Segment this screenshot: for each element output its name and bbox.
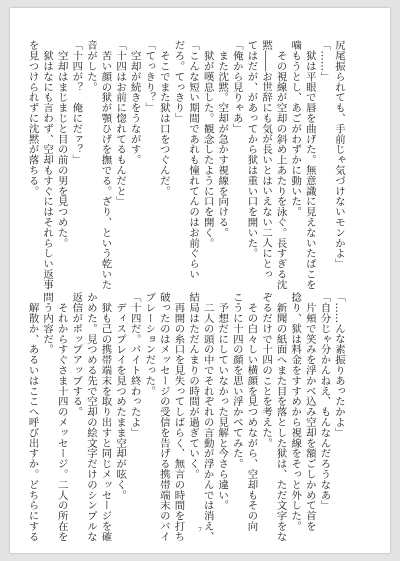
text-line: 「……んな素振りあったかよ」 xyxy=(333,292,345,438)
text-line: それからすぐさま十四のメッセージ。二人の所在を xyxy=(55,292,68,542)
lower-text-block xyxy=(26,292,346,542)
text-line: 噛もうとし、あごがわずかに動いた。 xyxy=(289,40,302,217)
text-line: 破ったのはメッセージの受信を告げる携帯端末のバイ xyxy=(157,292,170,542)
text-line: その視線が空却の斜め上あたりを泳ぐ。長すぎる沈 xyxy=(274,40,287,290)
text-line: 狱も己の携帯端末を取り出すと同じメッセージを確 xyxy=(99,292,112,542)
text-line: 空却はまじまじと目の前の男を見つめた。 xyxy=(55,40,68,248)
text-line: ぞるだけで十四のことを考えた。 xyxy=(260,292,273,448)
text-line: 「十四だ。バイト終わったよ」 xyxy=(128,292,141,438)
text-line: 尻尾振られても、手前じゃ気づけないモンかよ」 xyxy=(333,40,345,269)
text-line: かめた。見つめる先で空却の絵文字だけのシンプルな xyxy=(84,292,97,542)
text-line: 結局はただんまりの時間が過ぎていく。 xyxy=(187,292,200,480)
text-line: 二人の頭の中でそれぞれの言動が浮かんでは消え、 xyxy=(201,292,214,542)
text-line: 再開の糸口を見失ってしばらく、無言の時間を打ち xyxy=(172,292,185,542)
text-line: ブレーションだった。 xyxy=(143,292,156,396)
text-line: 予想だにしていなかった見解と今さら違い。 xyxy=(216,292,229,511)
text-line: 片頬で笑みを浮かべ込み空却を額ごしかめて首を xyxy=(303,292,316,532)
text-line: 狱は平眼で唇を曲げた。無意識に見えないたばこを xyxy=(303,40,316,290)
text-line: 問う内容だ。 xyxy=(41,292,54,355)
text-line: 「十四が？ 俺にだァ？」 xyxy=(70,40,83,165)
book-page xyxy=(10,8,390,553)
text-line: 新聞の紙面へまた目を落とした狱は、ただ文字をな xyxy=(274,292,287,542)
text-line: 「こんな短い期間であれも憧れてんのはお前ぐらい xyxy=(187,40,200,280)
text-line: また沈黙。空却が急かす視線を向ける。 xyxy=(216,40,229,238)
text-line: てはだが、があってから狱は重い口を開いた。 xyxy=(245,40,258,259)
text-line: 「……」 xyxy=(318,40,331,82)
text-line: 黙――お世辞にも気が長いとはいえない二人にとっ xyxy=(260,40,273,280)
page-number: 7 xyxy=(198,527,202,534)
text-line: 捻り、狱は料金をすすめから視線をそっと外した。 xyxy=(289,292,302,532)
text-line: だろ。てっきり」 xyxy=(172,40,185,124)
text-line: 苦い顔の狱が顎ひげを撫でる。ざり、という乾いた xyxy=(99,40,112,290)
text-line: 「自分じゃ分かんねえ、もんなんだろうなあ」 xyxy=(318,292,331,511)
text-line: 狱が嘆息した。観念したように口を開く。 xyxy=(201,40,214,248)
upper-text-block xyxy=(26,40,346,290)
text-line: 空却が続きをうながす。 xyxy=(128,40,141,165)
text-line: ディスプレイを見つめたまま空却が呟く。 xyxy=(114,292,127,500)
text-line: 返信がポップアップする。 xyxy=(70,292,83,417)
text-line: 解散か、あるいはここへ呼び出すか。どちらにする xyxy=(26,292,39,542)
text-line: そこでまた狱は口をつぐんだ。 xyxy=(157,40,170,196)
text-line: その白々しい横顔を見つめながら、空却もその向 xyxy=(245,292,258,532)
text-line: 「てっきり？」 xyxy=(143,40,156,113)
text-line: 「俺から見りゃあ」 xyxy=(230,40,243,134)
text-line: 狱はなにも言わず、空却もすぐにはそれらしい返事 xyxy=(41,40,54,290)
text-line: 「十四はお前に惚れてるもんだと」 xyxy=(114,40,127,207)
text-line: を見つけられずに沈黙が落ちる。 xyxy=(26,40,39,196)
text-line: こうに十四の顔を思い浮かべてみた。 xyxy=(230,292,243,469)
text-line: 音がした。 xyxy=(84,40,97,92)
